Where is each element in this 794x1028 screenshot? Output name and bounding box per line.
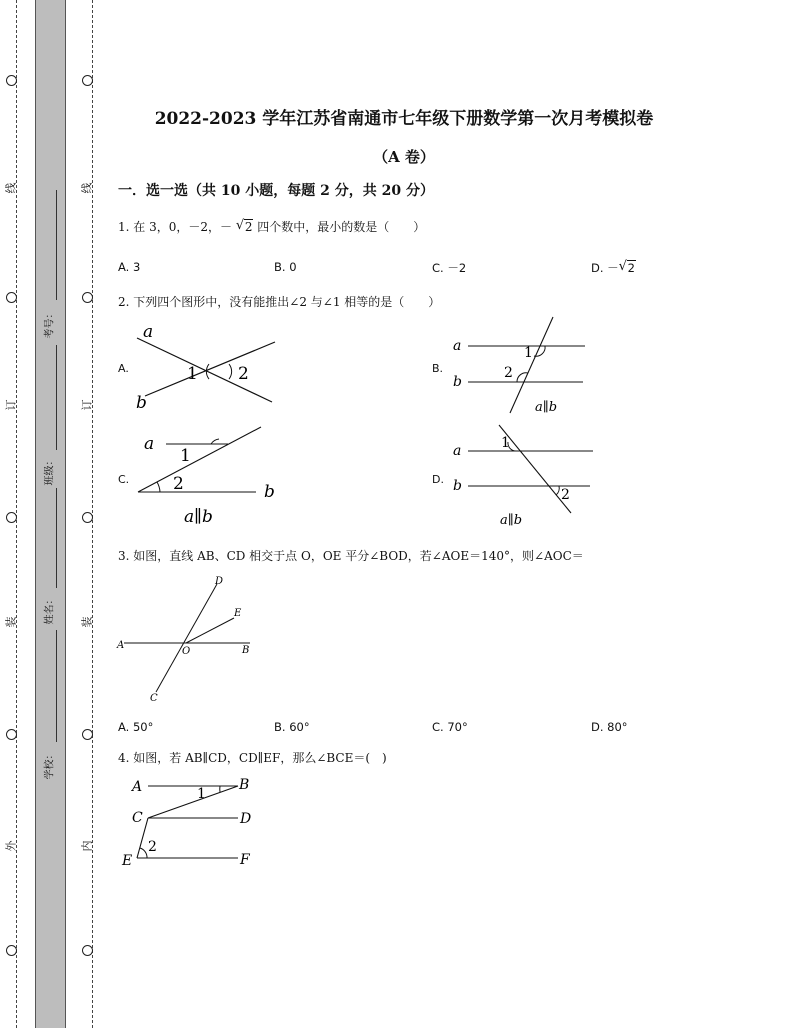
ray-oe — [186, 618, 234, 643]
section-heading: 一．选一选（共 10 小题，每题 2 分，共 20 分） — [118, 183, 434, 199]
field-label-name: 姓名： — [44, 594, 56, 625]
point-e: E — [122, 853, 133, 869]
question-2-figure-d — [450, 423, 600, 528]
point-f: F — [240, 852, 250, 868]
label-2: 2 — [561, 487, 570, 503]
label-1: 1 — [524, 345, 533, 361]
question-1-option-c[interactable]: C. －2 — [432, 261, 467, 275]
question-1-stem-start: 1. 在 3，0，－2，－ — [118, 220, 232, 234]
binding-hole — [6, 292, 17, 303]
question-1-stem-end: 四个数中，最小的数是（ ） — [257, 220, 426, 234]
parallel-label: a∥b — [535, 400, 558, 415]
line-b — [145, 342, 275, 396]
label-1: 1 — [501, 435, 510, 451]
label-b: b — [453, 374, 462, 390]
inner-mark-nei: 内 — [80, 840, 94, 852]
field-label-school: 学校： — [44, 749, 56, 780]
point-b: B — [242, 645, 250, 656]
point-c: C — [150, 693, 158, 704]
binding-hole — [6, 75, 17, 86]
point-d: D — [240, 811, 252, 827]
field-line-name[interactable] — [56, 488, 57, 588]
point-b: B — [239, 777, 250, 793]
transversal — [138, 427, 261, 492]
sqrt-radicand: 2 — [244, 220, 253, 234]
point-e: E — [234, 608, 242, 619]
question-3-figure — [114, 574, 264, 704]
field-label-class: 班级： — [44, 455, 56, 486]
question-1-option-a[interactable]: A. 3 — [118, 260, 141, 274]
segment-cb — [148, 786, 238, 818]
angle-arc-2 — [140, 848, 147, 858]
point-d: D — [215, 576, 224, 587]
point-o: O — [182, 646, 191, 657]
angle-arc-2 — [157, 482, 160, 492]
transversal — [510, 317, 553, 413]
label-1: 1 — [180, 446, 191, 466]
parallel-label: a∥b — [500, 513, 523, 528]
question-2-figure-a — [130, 320, 300, 413]
angle-arc-2 — [229, 364, 232, 379]
label-a: a — [453, 338, 462, 354]
label-a: a — [143, 322, 154, 342]
label-b: b — [453, 478, 462, 494]
exam-subtitle: （A 卷） — [373, 148, 435, 166]
outer-mark-ding: 订 — [4, 399, 18, 411]
question-3-stem: 3. 如图，直线 AB、CD 相交于点 O，OE 平分∠BOD，若∠AOE＝140°，则∠AOC＝ — [118, 549, 584, 563]
question-2-figure-b — [450, 315, 600, 415]
question-1-option-d-prefix: D. － — [591, 261, 619, 275]
binding-hole — [82, 945, 93, 956]
outer-mark-wai: 外 — [4, 840, 18, 852]
field-line-class[interactable] — [56, 345, 57, 450]
question-3-option-c[interactable]: C. 70° — [432, 720, 468, 734]
binding-hole — [6, 729, 17, 740]
question-2-stem: 2. 下列四个图形中，没有能推出∠2 与∠1 相等的是（ ） — [118, 295, 441, 309]
question-2-option-b[interactable]: B. — [432, 362, 444, 375]
binding-hole — [6, 945, 17, 956]
field-line-exam-number[interactable] — [56, 190, 57, 300]
question-1-option-b[interactable]: B. 0 — [274, 260, 297, 274]
outer-mark-xian: 线 — [4, 182, 18, 194]
field-label-exam-number: 考号： — [44, 308, 56, 339]
point-c: C — [132, 810, 143, 826]
label-2: 2 — [148, 839, 157, 855]
binding-hole — [6, 512, 17, 523]
line-cd — [156, 584, 217, 692]
inner-mark-zhuang: 装 — [80, 616, 94, 628]
question-4-stem: 4. 如图，若 AB∥CD，CD∥EF，那么∠BCE＝( ) — [118, 751, 387, 765]
sqrt-sign: √ 2 — [235, 218, 253, 234]
question-1-option-d[interactable] — [591, 260, 636, 276]
question-2-option-d[interactable]: D. — [432, 473, 444, 486]
binding-hole — [82, 729, 93, 740]
angle-arc-1 — [211, 439, 219, 444]
label-1: 1 — [197, 786, 206, 802]
sqrt-radicand: 2 — [627, 261, 635, 275]
sqrt-sign: √ 2 — [618, 259, 635, 275]
exam-title: 2022-2023 学年江苏省南通市七年级下册数学第一次月考模拟卷 — [154, 109, 654, 129]
label-a: a — [453, 443, 462, 459]
label-b: b — [264, 482, 275, 502]
field-line-school[interactable] — [56, 630, 57, 742]
label-2: 2 — [238, 364, 249, 384]
line-a — [137, 338, 272, 402]
question-3-option-a[interactable]: A. 50° — [118, 720, 154, 734]
point-a: A — [132, 779, 143, 795]
label-a: a — [144, 434, 155, 454]
binding-strip — [35, 0, 66, 1028]
binding-hole — [82, 512, 93, 523]
question-2-figure-c — [136, 425, 296, 525]
label-2: 2 — [504, 365, 513, 381]
inner-mark-xian: 线 — [80, 182, 94, 194]
label-b: b — [136, 393, 147, 413]
outer-mark-zhuang: 装 — [4, 616, 18, 628]
question-3-option-b[interactable]: B. 60° — [274, 720, 310, 734]
point-a: A — [117, 640, 125, 651]
label-2: 2 — [173, 474, 184, 494]
question-2-option-a[interactable]: A. — [118, 362, 129, 375]
question-4-figure — [120, 772, 270, 872]
question-3-option-d[interactable]: D. 80° — [591, 720, 628, 734]
question-1-stem — [118, 218, 425, 235]
parallel-label: a∥b — [184, 507, 213, 527]
question-2-option-c[interactable]: C. — [118, 473, 130, 486]
label-1: 1 — [187, 364, 198, 384]
binding-hole — [82, 292, 93, 303]
binding-hole — [82, 75, 93, 86]
angle-arc-2 — [556, 486, 559, 495]
inner-mark-ding: 订 — [80, 399, 94, 411]
